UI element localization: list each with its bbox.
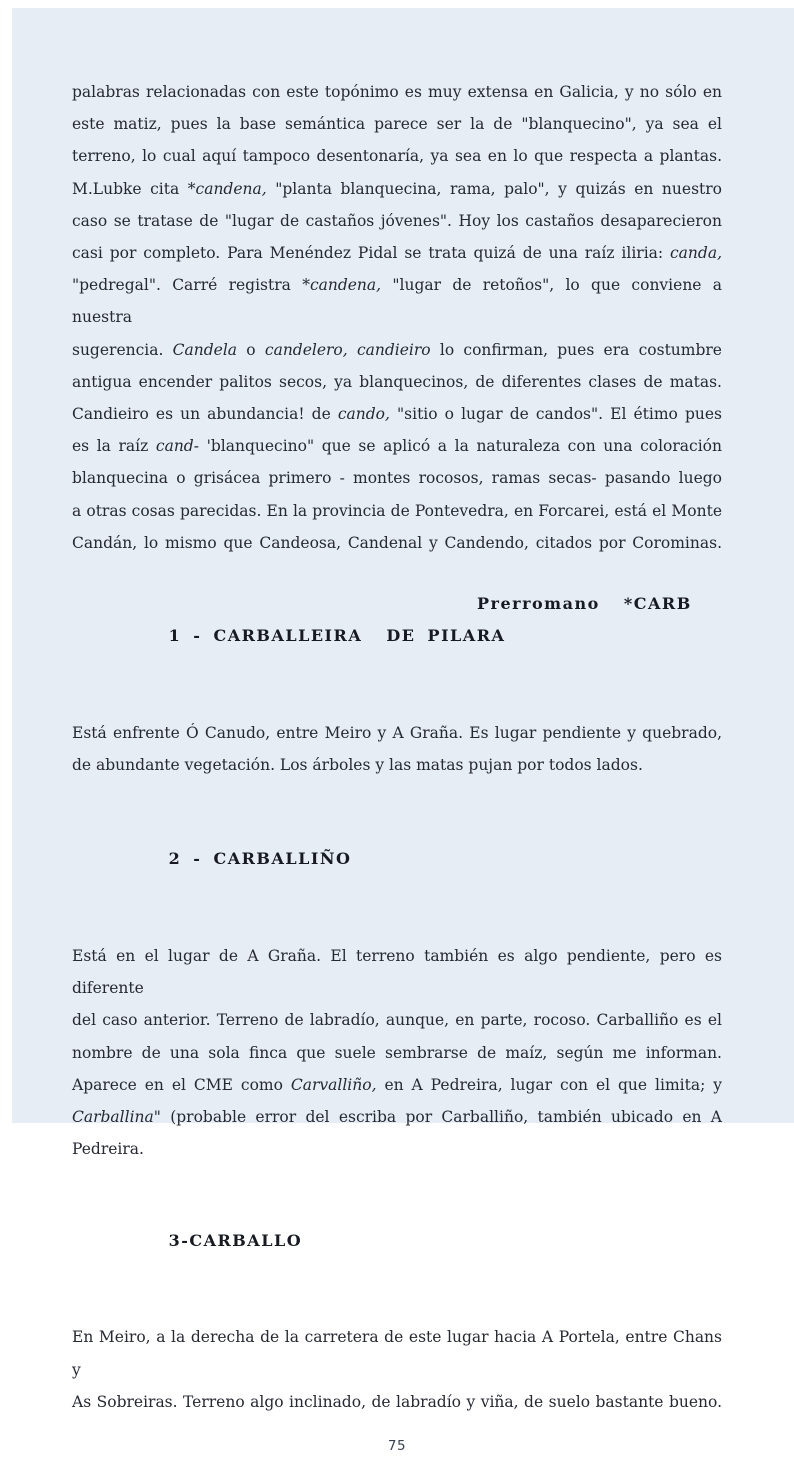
section-heading-title: 1 - CARBALLEIRA DE PILARA xyxy=(168,626,506,646)
text-line: sugerencia. Candela o candelero, candieiro lo confirman, pues era costumbre xyxy=(72,340,722,359)
section-body xyxy=(72,1321,722,1418)
text-line: casi por completo. Para Menéndez Pidal se trata quizá de una raíz iliria: canda, xyxy=(72,244,722,263)
section-heading xyxy=(72,811,722,940)
text-line: de abundante vegetación. Los árboles y las matas pujan por todos lados. xyxy=(72,756,643,775)
section-body xyxy=(72,717,722,781)
text-line: Está enfrente Ó Canudo, entre Meiro y A Graña. Es lugar pendiente y quebrado, xyxy=(72,723,722,742)
text-line: blanquecina o grisácea primero - montes rocosos, ramas secas- pasando luego xyxy=(72,469,722,488)
text-line: En Meiro, a la derecha de la carretera de este lugar hacia A Portela, entre Chans y xyxy=(72,1328,722,1379)
scanned-page-area xyxy=(12,8,794,1454)
section-heading xyxy=(72,1193,722,1322)
section-carballo xyxy=(72,1193,722,1418)
section-heading xyxy=(72,588,722,717)
section-heading-etymology: Prerromano *CARB xyxy=(477,594,692,614)
page-number: 75 xyxy=(387,1437,407,1454)
section-heading-title: 2 - CARBALLIÑO xyxy=(168,849,352,869)
text-line: antigua encender palitos secos, ya blanquecinos, de diferentes clases de matas. xyxy=(72,372,722,391)
text-line: Candieiro es un abundancia! de cando, "sitio o lugar de candos". El étimo pues xyxy=(72,405,722,424)
text-line: Aparece en el CME como Carvalliño, en A Pedreira, lugar con el que limita; y xyxy=(72,1075,722,1094)
text-line: caso se tratase de "lugar de castaños jóvenes". Hoy los castaños desaparecieron xyxy=(72,211,722,230)
text-line: a otras cosas parecidas. En la provincia de Pontevedra, en Forcarei, está el Monte xyxy=(72,501,722,520)
section-heading-title: 3-CARBALLO xyxy=(168,1230,303,1250)
text-line: es la raíz cand- 'blanquecino" que se aplicó a la naturaleza con una coloración xyxy=(72,437,722,456)
text-line: Pedreira. xyxy=(72,1140,144,1159)
text-line: Está en el lugar de A Graña. El terreno también es algo pendiente, pero es diferente xyxy=(72,947,722,998)
section-carballino xyxy=(72,811,722,1165)
text-line: "pedregal". Carré registra *candena, "lugar de retoños", lo que conviene a nuestra xyxy=(72,276,723,327)
text-line: As Sobreiras. Terreno algo inclinado, de labradío y viña, de suelo bastante bueno. xyxy=(72,1392,722,1411)
text-line: Candán, lo mismo que Candeosa, Candenal y Candendo, citados por Corominas. xyxy=(72,533,722,552)
text-line: este matiz, pues la base semántica parece ser la de "blanquecino", ya sea el xyxy=(72,115,722,134)
text-line: terreno, lo cual aquí tampoco desentonaría, ya sea en lo que respecta a plantas. xyxy=(72,147,722,166)
text-line: palabras relacionadas con este topónimo es muy extensa en Galicia, y no sólo en xyxy=(72,83,722,101)
text-line: nombre de una sola finca que suele sembrarse de maíz, según me informan. xyxy=(72,1043,722,1062)
text-line: del caso anterior. Terreno de labradío, aunque, en parte, rocoso. Carballiño es el xyxy=(72,1011,722,1030)
section-body xyxy=(72,940,722,1165)
intro-paragraph xyxy=(72,76,722,559)
text-line: Carballina" (probable error del escriba por Carballiño, también ubicado en A xyxy=(72,1108,722,1127)
section-carballeira-de-pilara xyxy=(72,588,722,781)
text-line: M.Lubke cita *candena, "planta blanquecina, rama, palo", y quizás en nuestro xyxy=(72,179,722,198)
page-text-block xyxy=(72,76,722,1462)
